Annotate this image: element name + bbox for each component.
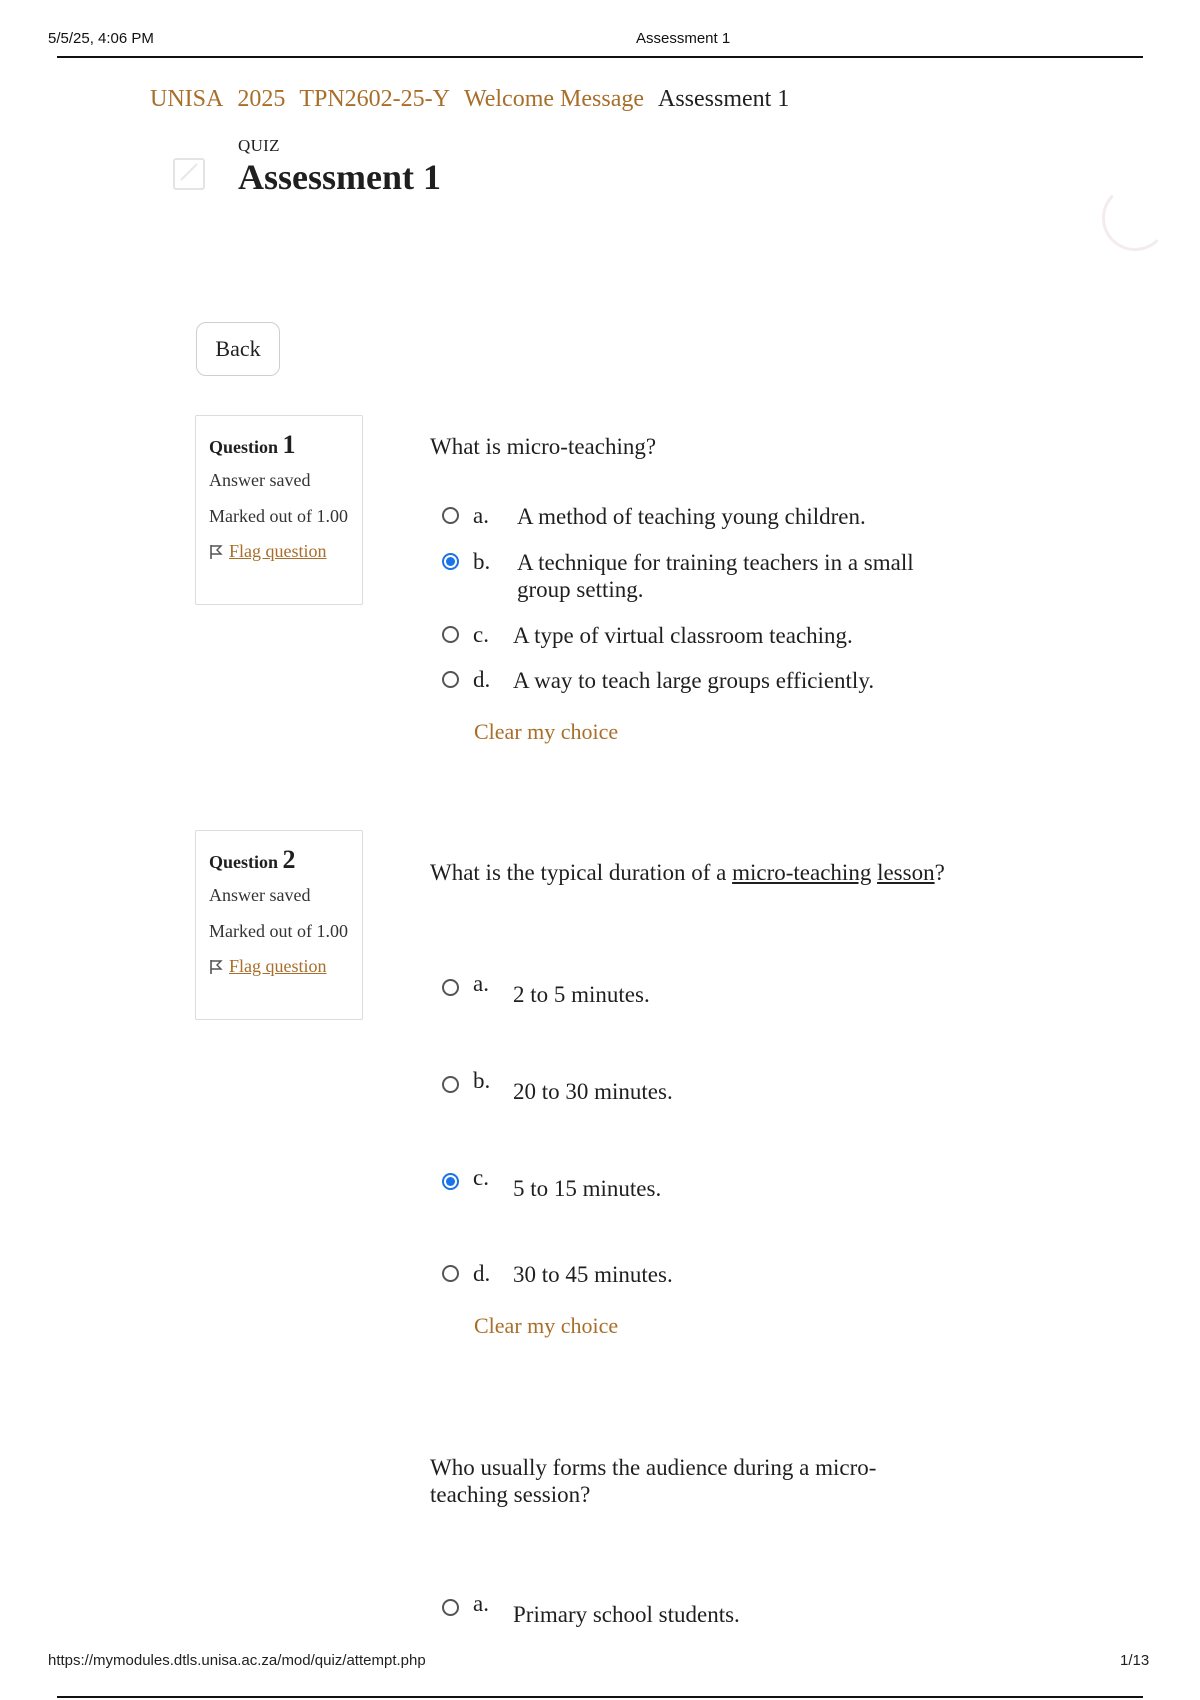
question-2-option-a[interactable] [442, 971, 650, 1008]
question-3-option-a[interactable] [442, 1591, 740, 1628]
option-text: 20 to 30 minutes. [513, 1079, 673, 1104]
question-2-info [195, 830, 363, 1020]
question-1-option-b[interactable] [442, 549, 962, 603]
print-footer-url: https://mymodules.dtls.unisa.ac.za/mod/quiz/attempt.php [48, 1652, 426, 1669]
option-text: A method of teaching young children. [517, 504, 866, 529]
option-letter: a. [473, 503, 489, 528]
question-2-option-b[interactable] [442, 1068, 673, 1105]
question-1-state: Answer saved [209, 470, 311, 490]
question-2-state: Answer saved [209, 885, 311, 905]
print-datetime: 5/5/25, 4:06 PM [48, 30, 154, 47]
question-text-part: What is the typical duration of a [430, 860, 733, 885]
question-number: 1 [282, 430, 296, 459]
question-1-info [195, 415, 363, 605]
question-1-text: What is micro-teaching? [430, 434, 657, 459]
option-letter: b. [473, 549, 491, 574]
question-1-option-a[interactable] [442, 503, 866, 530]
question-1-grade: Marked out of 1.00 [209, 506, 348, 526]
option-letter: d. [473, 667, 491, 692]
question-number: 2 [282, 845, 296, 874]
question-2-text [430, 860, 945, 886]
option-text: A technique for training teachers in a small group setting. [517, 550, 914, 602]
question-1-option-c[interactable] [442, 622, 853, 649]
breadcrumb [150, 86, 789, 113]
option-letter: a. [473, 971, 489, 996]
question-text-underlined: lesson [877, 860, 935, 885]
breadcrumb-unisa[interactable]: UNISA [150, 86, 224, 112]
radio-option-c[interactable] [442, 1173, 459, 1190]
question-label: Question [209, 852, 279, 872]
question-2-option-d[interactable] [442, 1261, 673, 1288]
radio-option-a[interactable] [442, 507, 459, 524]
header-rule [57, 56, 1143, 58]
radio-option-a[interactable] [442, 979, 459, 996]
option-letter: d. [473, 1261, 491, 1286]
option-text: 2 to 5 minutes. [513, 982, 650, 1007]
radio-option-c[interactable] [442, 626, 459, 643]
question-1-clear-choice[interactable]: Clear my choice [474, 719, 619, 744]
print-footer-page: 1/13 [1120, 1652, 1150, 1669]
question-2-clear-choice[interactable]: Clear my choice [474, 1313, 619, 1338]
option-text: Primary school students. [513, 1602, 740, 1627]
question-2-grade: Marked out of 1.00 [209, 921, 348, 941]
option-letter: c. [473, 1165, 489, 1190]
flag-icon [209, 959, 223, 975]
question-1-flag[interactable] [209, 541, 350, 562]
option-letter: b. [473, 1068, 491, 1093]
question-text-underlined: micro-teaching [732, 860, 872, 885]
decorative-arc [1102, 185, 1168, 251]
question-2-flag[interactable] [209, 956, 350, 977]
question-2-option-c[interactable] [442, 1165, 662, 1202]
question-1-option-d[interactable] [442, 667, 874, 694]
option-text: 5 to 15 minutes. [513, 1176, 662, 1201]
flag-question-link[interactable]: Flag question [229, 956, 327, 976]
quiz-kicker: QUIZ [238, 136, 280, 155]
quiz-icon [173, 158, 205, 190]
radio-option-d[interactable] [442, 1265, 459, 1282]
radio-option-b[interactable] [442, 1076, 459, 1093]
footer-rule [57, 1696, 1143, 1698]
page-title: Assessment 1 [238, 157, 441, 197]
option-letter: a. [473, 1591, 489, 1616]
question-2-number [209, 845, 350, 875]
question-3-text: Who usually forms the audience during a micro-teaching session? [430, 1455, 877, 1507]
radio-option-a[interactable] [442, 1599, 459, 1616]
question-1-number [209, 430, 350, 460]
breadcrumb-year[interactable]: 2025 [237, 86, 286, 112]
breadcrumb-module[interactable]: TPN2602-25-Y [299, 86, 450, 112]
flag-question-link[interactable]: Flag question [229, 541, 327, 561]
option-text: A type of virtual classroom teaching. [513, 623, 853, 648]
option-text: 30 to 45 minutes. [513, 1262, 673, 1287]
print-doc-title: Assessment 1 [636, 30, 731, 47]
question-label: Question [209, 437, 279, 457]
breadcrumb-welcome-message[interactable]: Welcome Message [464, 86, 644, 112]
back-button[interactable]: Back [196, 322, 280, 376]
option-letter: c. [473, 622, 489, 647]
question-text-part: ? [934, 860, 945, 885]
radio-option-d[interactable] [442, 671, 459, 688]
radio-option-b[interactable] [442, 553, 459, 570]
option-text: A way to teach large groups efficiently. [513, 668, 875, 693]
breadcrumb-current: Assessment 1 [658, 86, 790, 112]
flag-icon [209, 544, 223, 560]
